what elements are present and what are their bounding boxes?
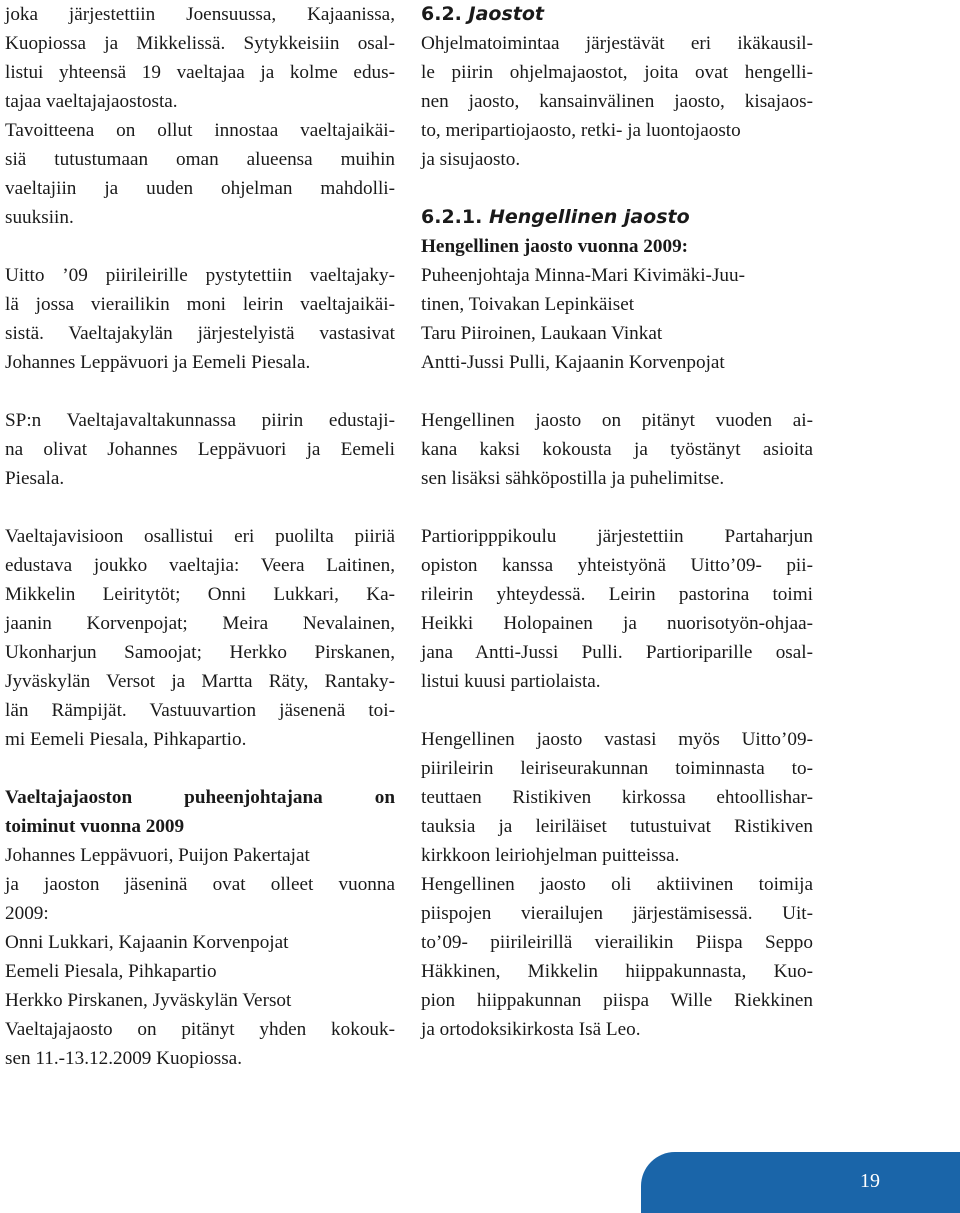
paragraph: [421, 522, 813, 696]
text-line: lä jossa vierailikin moni leirin vaeltajaikäi-: [5, 294, 395, 315]
text-line: jana Antti-Jussi Pulli. Partioriparille osal-: [421, 642, 813, 663]
text-line: Taru Piiroinen, Laukaan Vinkat: [421, 323, 663, 344]
text-line: Antti-Jussi Pulli, Kajaanin Korvenpojat: [421, 352, 725, 373]
text-line: Johannes Leppävuori, Puijon Pakertajat: [5, 845, 310, 866]
section-heading-hengellinen-jaosto: [421, 203, 813, 232]
text-line: tajaa vaeltajajaostosta.: [5, 91, 178, 112]
text-line: le piirin ohjelmajaostot, joita ovat hengelli-: [421, 62, 813, 83]
right-column: [421, 0, 813, 1044]
text-line: sistä. Vaeltajakylän järjestelyistä vastasivat: [5, 323, 395, 344]
text-line: sen lisäksi sähköpostilla ja puhelimitse.: [421, 468, 725, 489]
text-line: län Rämpijät. Vastuuvartion jäsenenä toi-: [5, 700, 395, 721]
text-line: teuttaen Ristikiven kirkossa ehtoollishar-: [421, 787, 813, 808]
text-line: Hengellinen jaosto vastasi myös Uitto’09-: [421, 729, 813, 750]
paragraph: [5, 406, 395, 493]
text-line: ja sisujaosto.: [421, 149, 521, 170]
text-line: ja jaoston jäseninä ovat olleet vuonna: [5, 874, 395, 895]
text-line: suuksiin.: [5, 207, 74, 228]
text-line: SP:n Vaeltajavaltakunnassa piirin edustaji-: [5, 410, 395, 431]
text-line: pion hiippakunnan piispa Wille Riekkinen: [421, 990, 813, 1011]
text-line: kana kaksi kokousta ja työstänyt asioita: [421, 439, 813, 460]
text-line: piirileirin leiriseurakunnan toiminnasta to-: [421, 758, 813, 779]
text-line: Puheenjohtaja Minna-Mari Kivimäki-Juu-: [421, 265, 745, 286]
paragraph: [5, 783, 395, 1073]
section-title: Hengellinen jaosto: [488, 206, 690, 228]
text-line: Ukonharjun Samoojat; Herkko Pirskanen,: [5, 642, 395, 663]
text-line: Mikkelin Leiritytöt; Onni Lukkari, Ka-: [5, 584, 395, 605]
text-line: kirkkoon leiriohjelman puitteissa.: [421, 845, 680, 866]
section-title: Jaostot: [468, 3, 544, 25]
text-line: Eemeli Piesala, Pihkapartio: [5, 961, 217, 982]
section-heading: Vaeltajajaoston puheenjohtajana on: [5, 787, 395, 808]
paragraph: [5, 261, 395, 377]
text-line: listui yhteensä 19 vaeltajaa ja kolme edus-: [5, 62, 395, 83]
text-line: jaanin Korvenpojat; Meira Nevalainen,: [5, 613, 395, 634]
section-heading-jaostot: [421, 0, 813, 29]
text-line: rileirin yhteydessä. Leirin pastorina toimi: [421, 584, 813, 605]
text-line: opiston kanssa yhteistyönä Uitto’09- pii-: [421, 555, 813, 576]
paragraph: [5, 0, 395, 232]
text-line: Partioripppikoulu järjestettiin Partaharjun: [421, 526, 813, 547]
text-line: ja ortodoksikirkosta Isä Leo.: [421, 1019, 641, 1040]
paragraph: [421, 29, 813, 174]
paragraph: [421, 725, 813, 1044]
text-line: Johannes Leppävuori ja Eemeli Piesala.: [5, 352, 311, 373]
text-line: Herkko Pirskanen, Jyväskylän Versot: [5, 990, 292, 1011]
text-line: listui kuusi partiolaista.: [421, 671, 601, 692]
text-line: Piesala.: [5, 468, 65, 489]
section-number: 6.2.: [421, 3, 462, 25]
text-line: Häkkinen, Mikkelin hiippakunnasta, Kuo-: [421, 961, 813, 982]
text-line: piispojen vierailujen järjestämisessä. Uit-: [421, 903, 813, 924]
text-line: Hengellinen jaosto oli aktiivinen toimija: [421, 874, 813, 895]
text-line: Ohjelmatoimintaa järjestävät eri ikäkausil-: [421, 33, 813, 54]
text-line: Tavoitteena on ollut innostaa vaeltajaikäi-: [5, 120, 395, 141]
subheading: Hengellinen jaosto vuonna 2009:: [421, 236, 689, 257]
text-line: joka järjestettiin Joensuussa, Kajaanissa,: [5, 4, 395, 25]
text-line: edustava joukko vaeltajia: Veera Laitinen,: [5, 555, 395, 576]
text-line: Uitto ’09 piirileirille pystytettiin vaeltajaky-: [5, 265, 395, 286]
section-number: 6.2.1.: [421, 206, 483, 228]
text-line: Onni Lukkari, Kajaanin Korvenpojat: [5, 932, 289, 953]
page-number: 19: [860, 1170, 880, 1192]
text-line: Jyväskylän Versot ja Martta Räty, Rantaky-: [5, 671, 395, 692]
text-line: tauksia ja leiriläiset tutustuivat Ristikiven: [421, 816, 813, 837]
text-line: sen 11.-13.12.2009 Kuopiossa.: [5, 1048, 242, 1069]
text-line: Vaeltajajaosto on pitänyt yhden kokouk-: [5, 1019, 395, 1040]
text-line: Kuopiossa ja Mikkelissä. Sytykkeisiin osal-: [5, 33, 395, 54]
text-line: nen jaosto, kansainvälinen jaosto, kisajaos-: [421, 91, 813, 112]
text-line: vaeltajiin ja uuden ohjelman mahdolli-: [5, 178, 395, 199]
text-line: mi Eemeli Piesala, Pihkapartio.: [5, 729, 247, 750]
text-line: Heikki Holopainen ja nuorisotyön-ohjaa-: [421, 613, 813, 634]
text-line: na olivat Johannes Leppävuori ja Eemeli: [5, 439, 395, 460]
page-number-tab: [641, 1152, 960, 1213]
section-heading: toiminut vuonna 2009: [5, 816, 185, 837]
text-line: tinen, Toivakan Lepinkäiset: [421, 294, 635, 315]
paragraph: [421, 406, 813, 493]
text-line: siä tutustumaan oman alueensa muihin: [5, 149, 395, 170]
text-line: to, meripartiojaosto, retki- ja luontojaosto: [421, 120, 741, 141]
paragraph: [5, 522, 395, 754]
left-column: [5, 0, 395, 1073]
text-line: to’09- piirileirillä vierailikin Piispa Seppo: [421, 932, 813, 953]
paragraph: [421, 232, 813, 377]
text-line: 2009:: [5, 903, 49, 924]
text-line: Vaeltajavisioon osallistui eri puolilta piiriä: [5, 526, 395, 547]
text-line: Hengellinen jaosto on pitänyt vuoden ai-: [421, 410, 813, 431]
